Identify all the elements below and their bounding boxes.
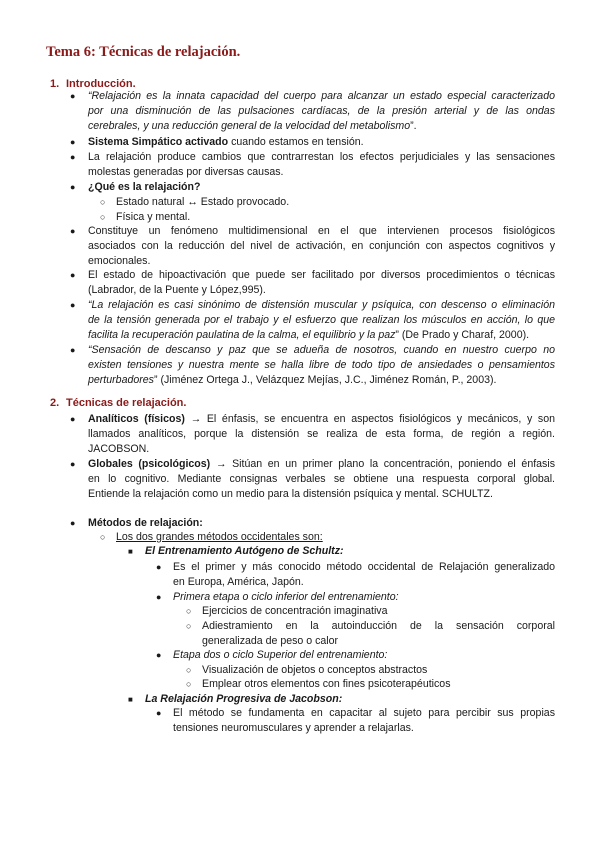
section-2-heading bbox=[50, 397, 186, 409]
cambios-line2: molestas generadas por diversas causas. bbox=[88, 166, 284, 178]
square-bullet-icon: ■ bbox=[128, 547, 133, 556]
quote3-line1: “Sensación de descanso y paz que se adueña de nosotros, cuando en nuestro cuerpo no bbox=[88, 344, 555, 356]
section-2-title: Técnicas de relajación. bbox=[66, 397, 187, 409]
circle-bullet-icon: ○ bbox=[100, 197, 106, 207]
quote1-line3 bbox=[88, 119, 417, 134]
quote2-line3 bbox=[88, 328, 529, 343]
schultz-heading: El Entrenamiento Autógeno de Schultz: bbox=[145, 545, 344, 557]
quote2-line1: “La relajación es casi sinónimo de distensión muscular y psíquica, con descenso o eliminación bbox=[88, 299, 555, 311]
sub-fisica-mental: Física y mental. bbox=[116, 211, 191, 223]
section-1-number: 1. bbox=[50, 78, 60, 90]
circle-bullet-icon: ○ bbox=[100, 532, 106, 542]
globales-rest: → Sitúan en un primer plano la concentración, poniendo el énfasis bbox=[210, 458, 555, 470]
constituye-line1: Constituye un fenómeno multidimensional en el que intervienen procesos fisiológicos bbox=[88, 225, 555, 237]
globales-line2: en lo cognitivo. Mediante consignas verbales se obtiene una respuesta corporal global. bbox=[88, 473, 555, 485]
bullet-icon: ● bbox=[70, 91, 76, 101]
simpatico-bold: Sistema Simpático activado bbox=[88, 136, 229, 148]
circle-bullet-icon: ○ bbox=[186, 665, 192, 675]
metodos-heading: Métodos de relajación: bbox=[88, 517, 203, 529]
document-title: Tema 6: Técnicas de relajación. bbox=[46, 44, 241, 60]
bullet-icon: ● bbox=[70, 182, 76, 192]
circle-bullet-icon: ○ bbox=[100, 212, 106, 222]
visualizacion-item: Visualización de objetos o conceptos abstractos bbox=[202, 664, 428, 676]
bullet-icon: ● bbox=[70, 345, 76, 355]
que-es-heading: ¿Qué es la relajación? bbox=[88, 181, 201, 193]
quote1-line3-text: cerebrales, y una reducción general de la velocidad del metabolismo bbox=[88, 120, 411, 132]
section-1-title: Introducción. bbox=[66, 78, 136, 90]
dos-grandes-metodos: Los dos grandes métodos occidentales son: bbox=[116, 531, 323, 543]
schultz-p1-line1: Es el primer y más conocido método occidental de Relajación generalizado bbox=[173, 561, 555, 573]
quote3-line3-end: ” (Jiménez Ortega J., Velázquez Mejías, J.C., Jiménez Román, P., 2003). bbox=[153, 374, 497, 386]
cambios-line1: La relajación produce cambios que contrarrestan los efectos perjudiciales y las sensaciones bbox=[88, 151, 555, 163]
bullet-icon: ● bbox=[156, 592, 162, 602]
quote2-line2: de la tensión generada por el trabajo y el esfuerzo que realizan los músculos en acción, lo que bbox=[88, 314, 555, 326]
bullet-icon: ● bbox=[70, 300, 76, 310]
circle-bullet-icon: ○ bbox=[186, 606, 192, 616]
emplear-item: Emplear otros elementos con fines psicoterapéuticos bbox=[202, 678, 451, 690]
circle-bullet-icon: ○ bbox=[186, 679, 192, 689]
ejercicios-item: Ejercicios de concentración imaginativa bbox=[202, 605, 388, 617]
quote2-line3-end: ” (De Prado y Charaf, 2000). bbox=[395, 329, 530, 341]
quote3-line3 bbox=[88, 373, 496, 388]
quote2-line3-text: facilita la recuperación paulatina de la calma, el equilibrio y la paz bbox=[88, 329, 396, 341]
constituye-line2: asociados con la reducción del nivel de activación, en conjunción con aspectos cognitivos y bbox=[88, 240, 555, 252]
adiestramiento-line2: generalizada de peso o calor bbox=[202, 635, 339, 647]
quote3-line3-text: perturbadores bbox=[88, 374, 154, 386]
quote1-line1: “Relajación es la innata capacidad del cuerpo para alcanzar un estado especial caracterizado bbox=[88, 90, 555, 102]
constituye-line3: emocionales. bbox=[88, 255, 151, 267]
bullet-icon: ● bbox=[70, 414, 76, 424]
globales-line3: Entiende la relajación como un medio para la distensión psíquica y mental. SCHULTZ. bbox=[88, 488, 493, 500]
analiticos-line3: JACOBSON. bbox=[88, 443, 150, 455]
bullet-icon: ● bbox=[156, 562, 162, 572]
circle-bullet-icon: ○ bbox=[186, 621, 192, 631]
jacobson-p1-line2: tensiones neuromusculares y aprender a relajarlas. bbox=[173, 722, 414, 734]
analiticos-rest: → El énfasis, se encuentra en aspectos fisiológicos y mecánicos, y son bbox=[184, 413, 556, 425]
square-bullet-icon: ■ bbox=[128, 695, 133, 704]
analiticos-line2: llamados analíticos, porque la distensión se realiza de esta forma, de región a región. bbox=[88, 428, 555, 440]
globales-line1 bbox=[88, 457, 555, 472]
bullet-icon: ● bbox=[156, 708, 162, 718]
hipo-line1: El estado de hipoactivación que puede ser facilitado por diversos procedimientos o técnicas bbox=[88, 269, 555, 281]
bullet-icon: ● bbox=[70, 226, 76, 236]
bullet-icon: ● bbox=[70, 137, 76, 147]
bullet-icon: ● bbox=[156, 650, 162, 660]
bullet-icon: ● bbox=[70, 152, 76, 162]
bullet-icon: ● bbox=[70, 459, 76, 469]
jacobson-p1-line1: El método se fundamenta en capacitar al sujeto para percibir sus propias bbox=[173, 707, 555, 719]
analiticos-line1 bbox=[88, 412, 555, 427]
sub-estado-natural: Estado natural ↔ Estado provocado. bbox=[116, 196, 290, 208]
bullet-icon: ● bbox=[70, 270, 76, 280]
quote1-line3-end: ”. bbox=[410, 120, 417, 132]
primera-etapa: Primera etapa o ciclo inferior del entrenamiento: bbox=[173, 591, 399, 603]
hipo-line2: (Labrador, de la Puente y López,995). bbox=[88, 284, 266, 296]
adiestramiento-line1: Adiestramiento en la autoinducción de la sensación corporal bbox=[202, 620, 555, 632]
etapa-dos: Etapa dos o ciclo Superior del entrenamiento: bbox=[173, 649, 388, 661]
schultz-p1-line2: en Europa, América, Japón. bbox=[173, 576, 304, 588]
globales-bold: Globales (psicológicos) bbox=[88, 458, 211, 470]
section-2-number: 2. bbox=[50, 397, 60, 409]
simpatico-rest: cuando estamos en tensión. bbox=[228, 136, 364, 148]
jacobson-heading: La Relajación Progresiva de Jacobson: bbox=[145, 693, 343, 705]
analiticos-bold: Analíticos (físicos) bbox=[88, 413, 185, 425]
quote1-line2: por una disminución de las pulsaciones cardíacas, de la presión arterial y de las ondas bbox=[88, 105, 555, 117]
simpatico-item bbox=[88, 135, 364, 150]
bullet-icon: ● bbox=[70, 518, 76, 528]
quote3-line2: existen tensiones y nuestra mente se halla libre de todo tipo de ansiedades o pensamientos bbox=[88, 359, 555, 371]
